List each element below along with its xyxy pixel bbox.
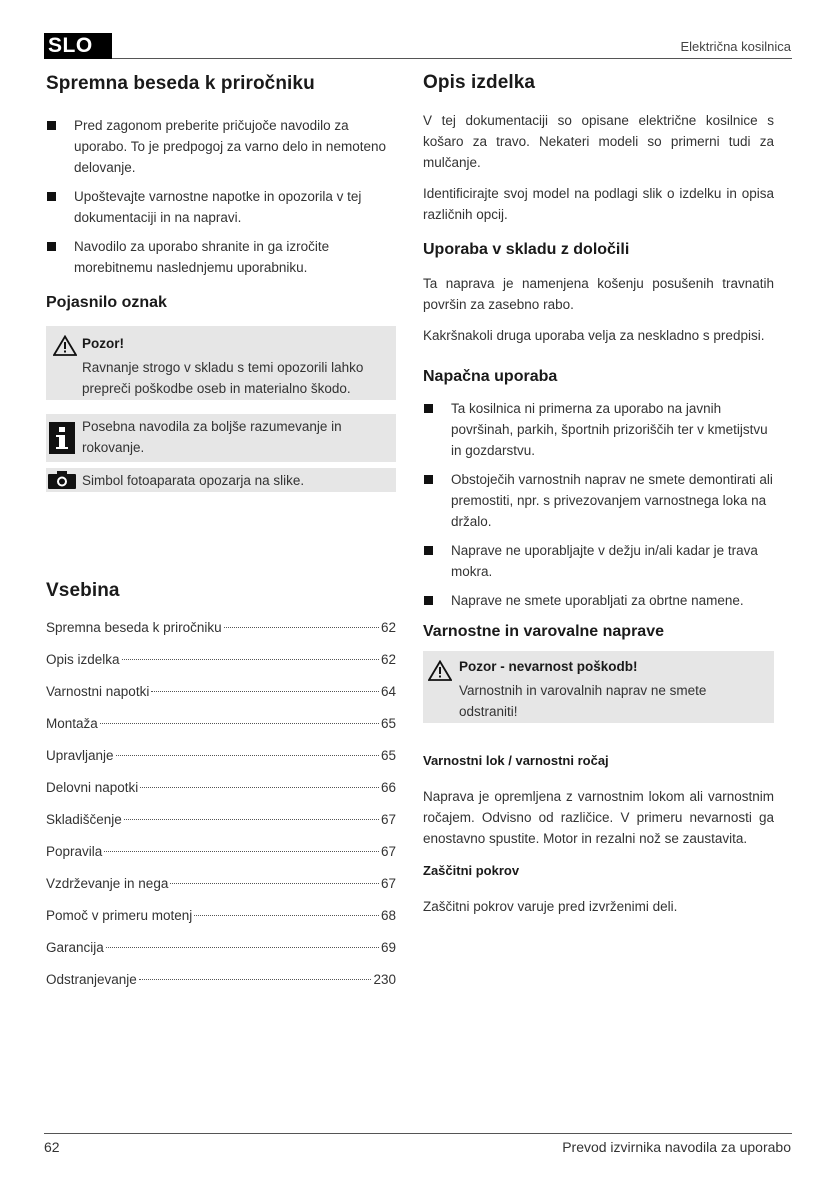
toc-page-number: 66 [380,780,396,795]
toc-row [46,842,396,874]
bullet-square-icon [424,546,433,555]
toc-page-number: 230 [373,972,396,987]
safety-warning-note [423,651,774,723]
camera-note [46,468,396,492]
safety-warning-text: Varnostnih in varovalnih naprav ne smete odstraniti! [459,683,707,719]
toc-page-number: 65 [380,748,396,763]
warning-title: Pozor! [82,336,124,351]
toc-label: Delovni napotki [46,780,139,795]
intro-heading: Spremna beseda k priročniku [46,73,315,94]
toc-leader-dots [151,691,379,692]
symbols-heading: Pojasnilo oznak [46,294,167,311]
language-tag: SLO [44,33,112,59]
footer-page-number: 62 [44,1139,60,1155]
safety-bar-paragraph: Naprava je opremljena z varnostnim lokom ali varnostnim ročajem. Odvisno od različice. V primeru nevarnosti ga enostavno spustite. Motor in rezalni nož se zaustavita. [423,789,774,846]
warning-text: Ravnanje strogo v skladu s temi opozorili lahko prepreči poškodbe oseb in materialno škodo. [82,360,364,396]
toc-leader-dots [106,947,379,948]
warning-triangle-icon [428,660,452,681]
toc-label: Skladiščenje [46,812,122,827]
toc-row [46,906,396,938]
list-item: Naprave ne smete uporabljati za obrtne namene. [423,590,774,611]
toc-row [46,778,396,810]
toc-row [46,682,396,714]
toc-page-number: 69 [380,940,396,955]
safety-warning-title: Pozor - nevarnost poškodb! [459,659,638,674]
toc-page-number: 62 [380,620,396,635]
toc-leader-dots [124,819,379,820]
toc-label: Upravljanje [46,748,114,763]
toc-page-number: 67 [380,876,396,891]
toc-page-number: 65 [380,716,396,731]
toc-leader-dots [100,723,379,724]
toc-row [46,650,396,682]
toc-page-number: 67 [380,812,396,827]
header-title: Električna kosilnica [680,39,791,54]
bullet-square-icon [47,121,56,130]
toc-label: Spremna beseda k priročniku [46,620,222,635]
header-rule [112,58,792,59]
list-item: Naprave ne uporabljajte v dežju in/ali kadar je trava mokra. [423,540,774,582]
toc-label: Vzdrževanje in nega [46,876,169,891]
camera-text: Simbol fotoaparata opozarja na slike. [82,473,305,488]
misuse-bullet-list [423,398,774,611]
description-heading: Opis izdelka [423,72,536,93]
info-note [46,414,396,462]
toc-label: Varnostni napotki [46,684,150,699]
info-icon [49,422,75,454]
bullet-square-icon [424,404,433,413]
bullet-square-icon [424,596,433,605]
bullet-square-icon [47,242,56,251]
toc-leader-dots [170,883,379,884]
toc-row [46,810,396,842]
description-paragraph-1: V tej dokumentaciji so opisane električne kosilnice s košaro za travo. Nekateri modeli so primerni tudi za mulčanje. [423,113,774,170]
toc-leader-dots [194,915,379,916]
bullet-square-icon [424,475,433,484]
list-item: Ta kosilnica ni primerna za uporabo na javnih površinah, parkih, športnih prizoriščih ter v kmetijstvu in gozdarstvu. [423,398,774,461]
toc-leader-dots [140,787,379,788]
toc-row [46,618,396,650]
info-text: Posebna navodila za boljše razumevanje in rokovanje. [82,419,342,455]
warning-triangle-icon [53,335,77,356]
toc-label: Garancija [46,940,104,955]
list-item: Navodilo za uporabo shranite in ga izročite morebitnemu naslednjemu uporabniku. [46,236,396,278]
safety-devices-heading: Varnostne in varovalne naprave [423,623,664,640]
toc-leader-dots [104,851,379,852]
protective-cover-heading: Zaščitni pokrov [423,863,520,878]
protective-cover-paragraph: Zaščitni pokrov varuje pred izvrženimi deli. [423,899,678,914]
left-column [46,66,396,1002]
toc-row [46,714,396,746]
toc-label: Odstranjevanje [46,972,137,987]
right-column [423,66,774,917]
toc-leader-dots [224,627,379,628]
toc-label: Opis izdelka [46,652,120,667]
toc-row [46,874,396,906]
toc-row [46,970,396,1002]
misuse-heading: Napačna uporaba [423,368,558,385]
intended-use-paragraph-2: Kakršnakoli druga uporaba velja za neskladno s predpisi. [423,328,765,343]
list-item: Upoštevajte varnostne napotke in opozorila v tej dokumentaciji in na napravi. [46,186,396,228]
list-item: Obstoječih varnostnih naprav ne smete demontirati ali premostiti, npr. s privezovanjem varnostnega loka na držalo. [423,469,774,532]
toc-leader-dots [116,755,379,756]
bullet-square-icon [47,192,56,201]
footer-rule [44,1133,792,1134]
toc-label: Montaža [46,716,98,731]
toc-page-number: 64 [380,684,396,699]
intended-use-paragraph-1: Ta naprava je namenjena košenju posušenih travnatih površin za zasebno rabo. [423,276,774,312]
warning-note [46,326,396,400]
toc-leader-dots [139,979,372,980]
toc-heading: Vsebina [46,580,120,601]
toc-page-number: 62 [380,652,396,667]
toc-label: Pomoč v primeru motenj [46,908,193,923]
toc-page-number: 68 [380,908,396,923]
toc-label: Popravila [46,844,103,859]
footer-text: Prevod izvirnika navodila za uporabo [562,1139,791,1155]
camera-icon [48,471,76,489]
toc-leader-dots [122,659,379,660]
description-paragraph-2: Identificirajte svoj model na podlagi slik o izdelku in opisa različnih opcij. [423,186,774,222]
toc-row [46,938,396,970]
intended-use-heading: Uporaba v skladu z določili [423,241,630,258]
intro-bullet-list [46,115,396,278]
list-item: Pred zagonom preberite pričujoče navodilo za uporabo. To je predpogoj za varno delo in nemoteno delovanje. [46,115,396,178]
table-of-contents [46,618,396,1002]
safety-bar-heading: Varnostni lok / varnostni ročaj [423,753,609,768]
toc-page-number: 67 [380,844,396,859]
toc-row [46,746,396,778]
